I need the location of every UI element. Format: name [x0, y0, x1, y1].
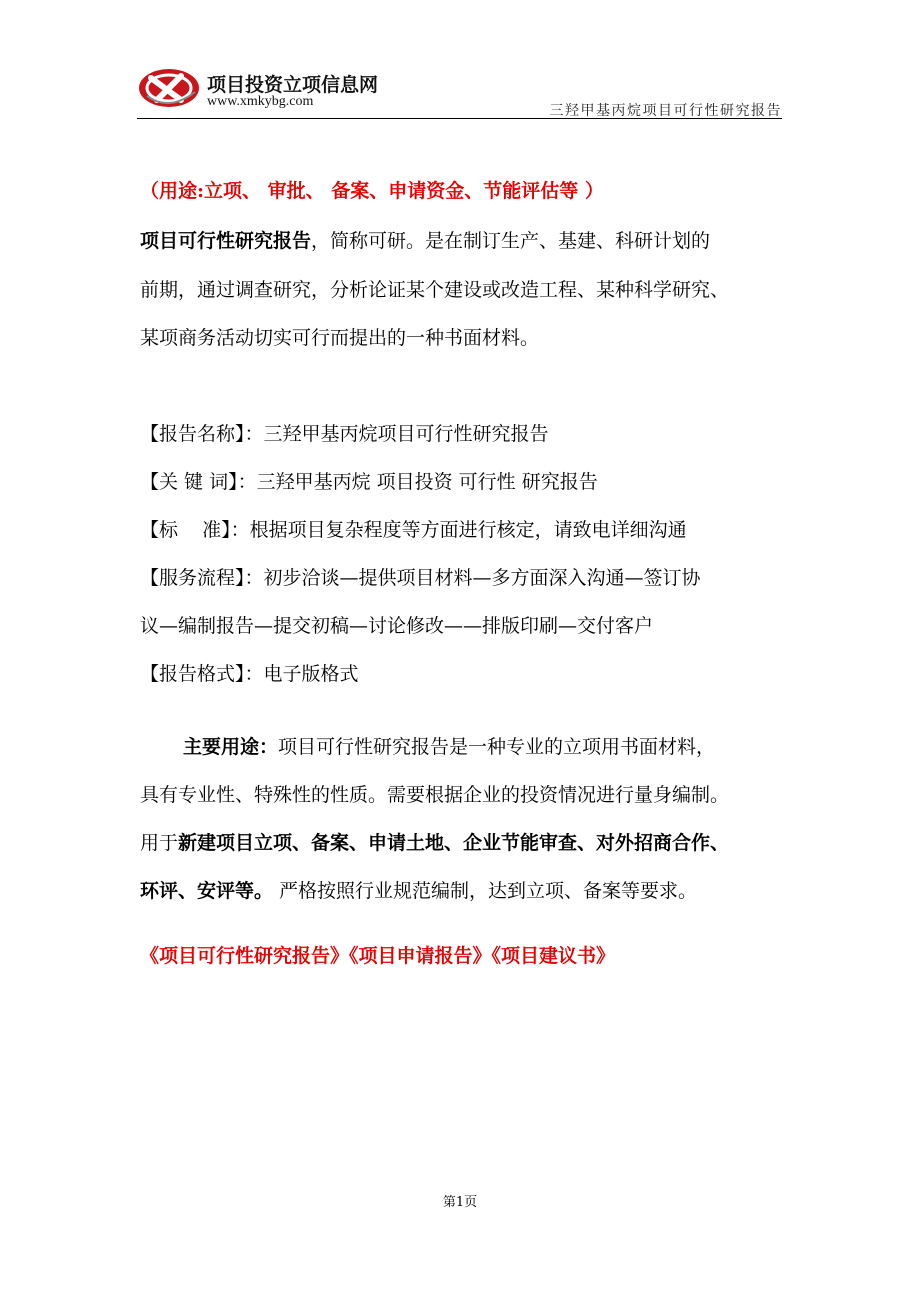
intro-line-1-text: ，简称可研。是在制订生产、基建、科研计划的: [311, 230, 711, 252]
reports-line: 《项目可行性研究报告》《项目申请报告》《项目建议书》: [140, 945, 616, 967]
intro-line-3: 某项商务活动切实可行而提出的一种书面材料。: [140, 327, 540, 349]
site-name: 项目投资立项信息网: [207, 74, 379, 96]
main-use-line-1-text: 项目可行性研究报告是一种专业的立项用书面材料，: [278, 736, 716, 758]
logo-icon: [137, 66, 201, 110]
field-process-line-2: 议—编制报告—提交初稿—讨论修改——排版印刷—交付客户: [140, 615, 654, 637]
usage-line: （用途:立项、 审批、 备案、申请资金、节能评估等 ）: [140, 180, 604, 202]
main-use-line-2: 具有专业性、特殊性的性质。需要根据企业的投资情况进行量身编制。: [140, 784, 730, 806]
main-use-line-3: [140, 831, 729, 855]
intro-line-1: [140, 229, 710, 253]
main-use-line-3-prefix: 用于: [140, 832, 179, 854]
field-keywords: 【关 键 词】：三羟甲基丙烷 项目投资 可行性 研究报告: [140, 471, 598, 493]
main-use-line-4-text: 严格按照行业规范编制，达到立项、备案等要求。: [273, 880, 698, 902]
page-number: 第1页: [442, 1195, 478, 1210]
main-use-line-4-bold: 环评、安评等。: [140, 880, 274, 902]
document-header-title: 三羟甲基丙烷项目可行性研究报告: [549, 103, 782, 119]
main-use-line-3-bold: 新建项目立项、备案、申请土地、企业节能审查、对外招商合作、: [178, 832, 730, 854]
main-use-label: 主要用途：: [183, 736, 279, 758]
main-use-line-1: [183, 735, 715, 759]
field-format: 【报告格式】：电子版格式: [140, 663, 359, 685]
field-report-name: 【报告名称】：三羟甲基丙烷项目可行性研究报告: [140, 423, 549, 445]
header-divider: [137, 118, 782, 119]
site-url[interactable]: www.xmkybg.com: [207, 94, 314, 109]
intro-line-2: 前期，通过调查研究，分析论证某个建设或改造工程、某种科学研究、: [140, 279, 730, 301]
field-standard: 【标 准】：根据项目复杂程度等方面进行核定，请致电详细沟通: [140, 519, 687, 541]
main-use-line-4: [140, 879, 697, 903]
field-process-line-1: 【服务流程】：初步洽谈—提供项目材料—多方面深入沟通—签订协: [140, 567, 701, 589]
intro-bold-term: 项目可行性研究报告: [140, 230, 312, 252]
